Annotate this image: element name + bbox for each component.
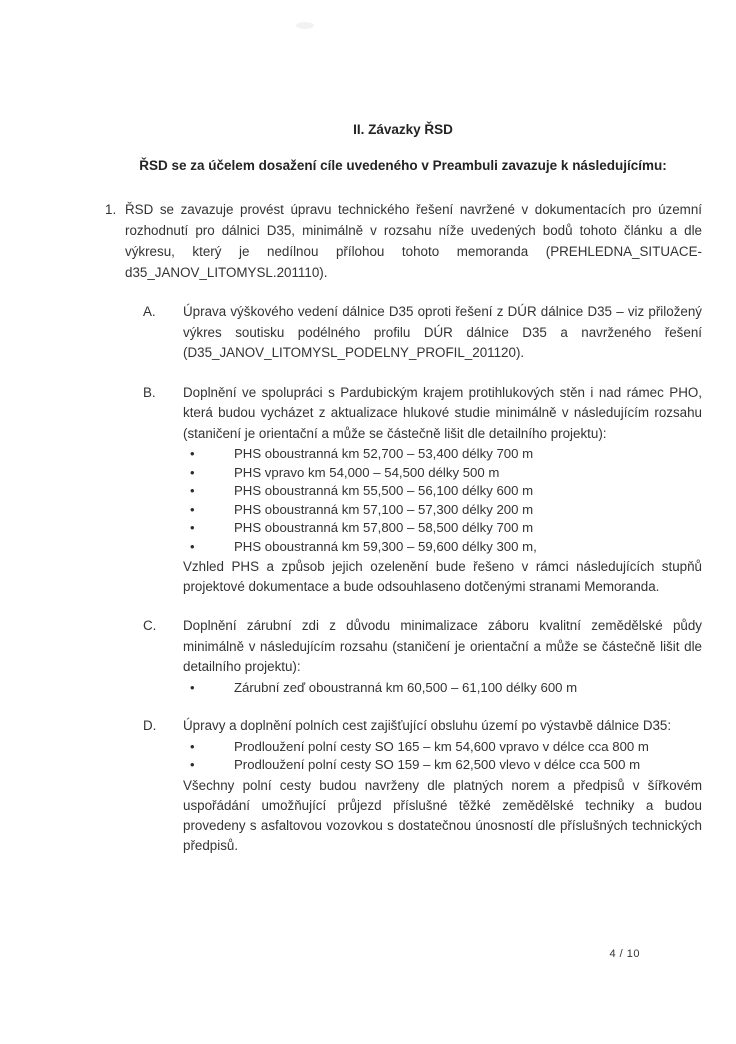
bullet-item [183, 464, 702, 483]
bullet-text: PHS oboustranná km 57,800 – 58,500 délky 700 m [234, 520, 534, 535]
intro-line: ŘSD se za účelem dosažení cíle uvedeného v Preambuli zavazuje k následujícímu: [139, 158, 667, 173]
bullet-item [183, 445, 702, 464]
bullet-text: Prodloužení polní cesty SO 159 – km 62,500 vlevo v délce cca 500 m [234, 757, 641, 772]
bullet-list [183, 679, 702, 698]
subsection-a [143, 302, 702, 364]
subsection-text: Úpravy a doplnění polních cest zajišťující obsluhu území po výstavbě dálnice D35: [183, 718, 672, 733]
subsection-b [143, 383, 702, 598]
item-number: 1. [105, 202, 117, 217]
subsection-text: Doplnění ve spolupráci s Pardubickým krajem protihlukových stěn i nad rámec PHO, která budou vycházet z aktualizace hlukové studie minimálně v následujícím rozsahu (staničení je orientační a může se částečně lišit dle detailního projektu): [183, 384, 702, 441]
bullet-text: PHS oboustranná km 55,500 – 56,100 délky 600 m [234, 483, 534, 498]
subsection-letter: A. [143, 304, 156, 319]
subsection-letter: C. [143, 618, 157, 633]
bullet-item [183, 738, 702, 757]
bullet-item [183, 482, 702, 501]
subsection-closing: Všechny polní cesty budou navrženy dle platných norem a předpisů v šířkovém uspořádání umožňující průjezd příslušné těžké zemědělské techniky a budou provedeny s asfaltovou vozovkou s dostatečnou únosností dle příslušných technických předpisů. [183, 777, 702, 853]
bullet-item [183, 519, 702, 538]
subsection-text: Doplnění zárubní zdi z důvodu minimalizace záboru kvalitní zemědělské půdy minimálně v následujícím rozsahu (staničení je orientační a může se částečně lišit dle detailního projektu): [183, 618, 702, 674]
bullet-item [183, 501, 702, 520]
page-number: 4 / 10 [609, 948, 640, 960]
bullet-text: PHS oboustranná km 52,700 – 53,400 délky 700 m [234, 446, 534, 461]
bullet-item [183, 538, 702, 557]
subsection-c [143, 616, 702, 697]
bullet-item [183, 679, 702, 698]
bullet-text: Zárubní zeď oboustranná km 60,500 – 61,100 délky 600 m [234, 679, 578, 695]
bullet-text: PHS oboustranná km 59,300 – 59,600 délky 300 m, [234, 538, 537, 554]
bullet-item [183, 756, 702, 775]
numbered-item-1 [104, 199, 702, 283]
section-heading: II. Závazky ŘSD [353, 122, 453, 137]
bullet-list [183, 738, 702, 775]
bullet-list [183, 445, 702, 556]
bullet-text: PHS vpravo km 54,000 – 54,500 délky 500 m [234, 464, 500, 480]
bullet-text: Prodloužení polní cesty SO 165 – km 54,600 vpravo v délce cca 800 m [234, 738, 649, 754]
bullet-text: PHS oboustranná km 57,100 – 57,300 délky 200 m [234, 501, 534, 517]
subsection-d [143, 716, 702, 856]
item-text: ŘSD se zavazuje provést úpravu technického řešení navržené v dokumentacích pro územní rozhodnutí pro dálnici D35, minimálně v rozsahu níže uvedených bodů tohoto článku a dle výkresu, který je nedílnou přílohou tohoto memoranda (PREHLEDNA_SITUACE-d35_JANOV_LITOMYSL.201110). [125, 202, 702, 280]
scan-smudge [296, 22, 314, 29]
subsection-letter: B. [143, 384, 156, 400]
subsection-text: Úprava výškového vedení dálnice D35 oproti řešení z DÚR dálnice D35 – viz přiložený výkres soutisku podélného profilu DÚR dálnice D35 a navrženého řešení (D35_JANOV_LITOMYSL_PODELNY_PROFIL_201120). [183, 304, 702, 360]
subsection-closing: Vzhled PHS a způsob jejich ozelenění bude řešeno v rámci následujících stupňů projektové dokumentace a bude odsouhlaseno dotčenými stranami Memoranda. [183, 559, 702, 594]
document-content [104, 122, 702, 856]
subsection-letter: D. [143, 718, 157, 733]
